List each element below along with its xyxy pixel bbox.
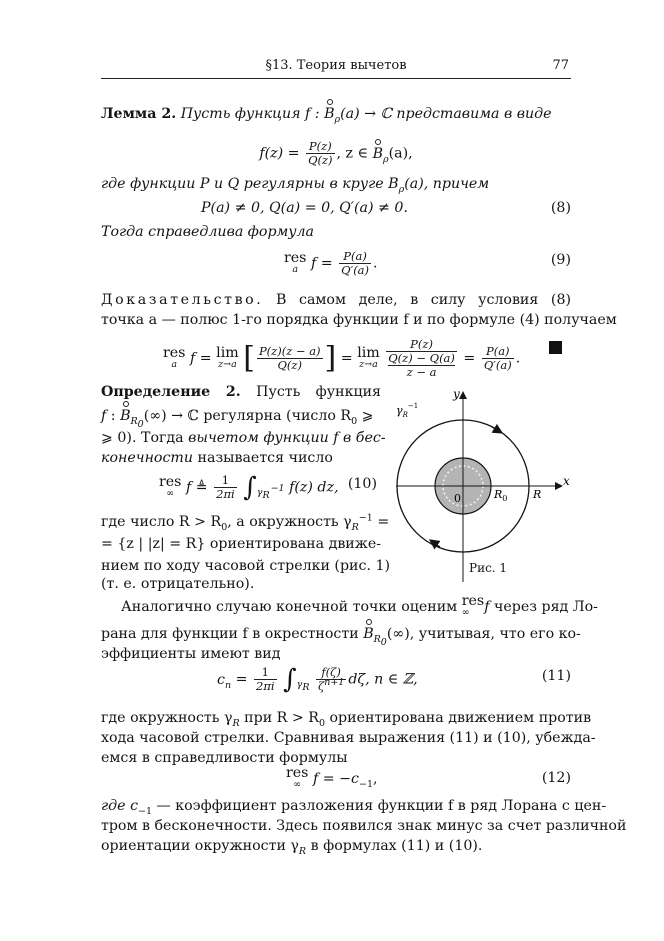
paragraph2-line-8: тром в бесконечности. Здесь появился знак минус за счет различной — [101, 818, 627, 834]
paragraph2-line-1: Аналогично случаю конечной точки оценим res ∞ f через ряд Ло- — [101, 596, 571, 618]
definition-text-5-end: = — [372, 514, 390, 530]
definition-text-2-end: ⩾ — [361, 408, 374, 424]
paragraph2-text-4: где окружность γ — [101, 710, 233, 726]
paragraph2-text-9-tail: в формулах (11) и (10). — [306, 838, 483, 854]
condition-tail: (a), причем — [404, 176, 490, 192]
res-operator: res ∞ — [286, 765, 309, 790]
definition-line-3 — [101, 428, 386, 448]
lim-operator: lim z→a — [216, 344, 239, 370]
res-operator: res a — [163, 344, 186, 370]
definition-line-1 — [101, 382, 381, 402]
definition-text-1: Пусть функция — [256, 384, 381, 400]
proof-label: Доказательство. — [101, 292, 264, 308]
proof-text-1: В самом деле, в силу условия (8) — [276, 292, 572, 308]
running-head — [101, 56, 571, 76]
paragraph2-text-7-tail: — коэффициент разложения функции f в ряд Лорана с цен- — [152, 798, 607, 814]
orientation-arrow-top — [492, 427, 502, 433]
label-r: R — [533, 488, 542, 501]
lemma-then: Тогда справедлива формула — [101, 224, 315, 240]
equation-number-9: (9) — [550, 252, 571, 268]
lemma-intro: Пусть функция f : — [180, 106, 320, 122]
paragraph2-line-7: где $c_{-1}$ — коэффициент разложения функции f в ряд Лорана с цен- — [101, 798, 607, 817]
paragraph2-line-2: рана для функции f в окрестности $B_{R_0}(\infty)$, учитывая, что его ко- — [101, 626, 581, 648]
figure-caption: Рис. 1 — [469, 561, 508, 575]
figure-1 — [392, 386, 572, 586]
formula-lhs: f(z) = — [259, 145, 300, 162]
proof-line-2: точка a — полюс 1-го порядка функции f и по формуле (4) получаем — [101, 312, 617, 328]
paragraph2-text-1-tail: через ряд Ло- — [493, 599, 598, 615]
paragraph2-line-6: емся в справедливости формулы — [101, 750, 348, 766]
paragraph2-text-2-tail: (∞), учитывая, что его ко- — [386, 626, 581, 642]
definition-text-5: где число R > R — [101, 514, 222, 530]
fraction-den: Q(z) — [308, 153, 333, 167]
header-rule — [101, 78, 571, 79]
formula-condition: , z ∈ — [336, 145, 369, 162]
lim-operator: lim z→a — [357, 344, 380, 370]
label-y: y — [453, 387, 460, 401]
paragraph2-text-1: Аналогично случаю конечной точки оценим — [121, 599, 458, 615]
definition-text-2: (∞) → ℂ регулярна (число R — [143, 408, 352, 424]
paragraph2-line-4: где окружность $\gamma_R$ при $R > R_0$ ориентирована движением против — [101, 710, 592, 729]
formula-condition-tail: (a), — [388, 145, 413, 162]
lemma-conditions-text: где функции P и Q регулярны в круге $B_\rho(a)$, причем — [101, 176, 490, 195]
definition-line-4 — [101, 448, 381, 468]
conditions-formula: P(a) ≠ 0, Q(a) = 0, Q′(a) ≠ 0. — [201, 200, 408, 216]
paragraph2-text-9: ориентации окружности γ — [101, 838, 299, 854]
paragraph2-text-7: где c — [101, 798, 139, 814]
qed-mark — [549, 341, 562, 354]
paragraph2-text-2: рана для функции f в окрестности — [101, 626, 359, 642]
label-r0: $R_0$ — [494, 488, 508, 503]
paragraph2-line-5: хода часовой стрелки. Сравнивая выражения (11) и (10), убежда- — [101, 730, 596, 746]
condition-text: где функции P и Q регулярны в круге B — [101, 176, 399, 192]
book-page: §13. Теория вычетов 77 Лемма 2. Пусть функция f : $B_\rho(a)$ → ℂ представима в виде f(z) = $\frac{P(z)}{Q(z)}$ , z ∈ $B_\rho(a)$, где функции P и Q регулярны в круге $B_\rho(a)$, причем P(a) ≠ 0, Q(a) = 0, Q′(a) ≠ 0. (8) Тогда справедлива формула res a f = $\frac{P(a)}{Q'(a)}$ . (9) Доказательство. В самом деле, в силу условия (8) точка a — полюс 1-го порядка функции f и по формуле (4) получаем res a f = lim z→a [ $\frac{P(z)(z - a)}{Q(z)}$ ] = lim z→a P(z) Q(z) − Q(a) z − a = $\frac{P(a)}{Q'(a)}$ . Определение 2. Пусть функция f : $B_{R_0}(\infty)$ → ℂ регулярна (число $R_0$ ⩾ ⩾ 0). Тогда вычетом функции f в бес- конечности называется число res ∞ f ≜ $\frac{1}{2\pi i}$ $\int_{\gamma_R ^{-1}}$ f(z) dz, (10) где число $R > R_0$, а окружность $\gamma_R^{-1}$ = = {z | |z| = R} ориентирована движе- нием по ходу часовой стрелки (рис. 1) (т. е. отрицательно). y x 0 $R_0$ R $\gamma_R^{-1}$ Рис. 1 Аналогично случаю конечной точки оценим res ∞ f через ряд Ло- рана для функции f в окрестности $B_{R_0}(\infty)$, учитывая, что его ко- эффициенты имеют вид $c_n$ = $\frac{1}{2\pi i}$ $\int_{\gamma_R}$ $\frac{f(\zeta)}{\zeta^{n+1}}$ dζ, n ∈ ℤ, (11) где окружность $\gamma_R$ при $R > R_0$ ориентирована движением против хода часовой стрелки. Сравнивая выражения (11) и (10), убежда- емся в справедливости формулы res ∞ $f = -c_{-1}$, (12) где $c_{-1}$ — коэффициент разложения функции f в ряд Лорана с цен- тром в бесконечности. Здесь появился знак минус за счет различной ориентации окружности $\gamma_R$ в формулах (11) и (10). — [101, 58, 627, 857]
fraction-pq-prime — [339, 250, 371, 277]
equation-12-rhs: f = −c — [312, 771, 359, 787]
equation-number-8: (8) — [550, 200, 571, 216]
fraction-num: P(a) — [339, 250, 371, 264]
equation-number-11: (11) — [541, 668, 571, 684]
proof-line-1 — [101, 290, 571, 310]
fraction-num: P(z) — [306, 140, 334, 154]
lemma-statement: Лемма 2. Пусть функция f : $B_\rho(a)$ → ℂ представима в виде — [101, 106, 552, 125]
definition-line-6: = {z | |z| = R} ориентирована движе- — [101, 536, 382, 552]
paragraph2-text-4-tail: при R > R — [239, 710, 319, 726]
definition-text-4: называется число — [197, 450, 333, 466]
equation-12-tail: , — [373, 771, 378, 787]
equation-number-10: (10) — [347, 476, 377, 492]
label-gamma: $\gamma_R^{-1}$ — [396, 402, 419, 419]
lemma-label: Лемма 2. — [101, 106, 177, 122]
definition-line-2: f : $B_{R_0}(\infty)$ → ℂ регулярна (число $R_0$ ⩾ — [101, 408, 374, 430]
page-number: 77 — [552, 58, 569, 73]
res-operator: res ∞ — [159, 473, 182, 499]
section-title: §13. Теория вычетов — [265, 58, 407, 73]
paragraph2-line-9: ориентации окружности $\gamma_R$ в формулах (11) и (10). — [101, 838, 483, 857]
definition-line-8: (т. е. отрицательно). — [101, 576, 255, 592]
equation-11-tail: , n ∈ ℤ, — [365, 671, 418, 688]
fraction-pq — [306, 140, 334, 167]
res-lhs: f = — [310, 255, 333, 272]
fraction-den: Q′(a) — [341, 263, 370, 277]
res-operator: res ∞ — [461, 593, 485, 618]
definition-line-7: нием по ходу часовой стрелки (рис. 1) — [101, 558, 391, 574]
paragraph2-line-3: эффициенты имеют вид — [101, 646, 281, 662]
definition-text-4-italic: конечности — [101, 450, 194, 466]
definition-line-5: где число $R > R_0$, а окружность $\gamma_R^{-1}$ = — [101, 512, 390, 533]
definition-text-3-italic: вычетом функции f в бес- — [188, 430, 386, 446]
label-origin: 0 — [454, 492, 461, 505]
res-operator: res a — [284, 249, 307, 275]
lemma-formula: f(z) = $\frac{P(z)}{Q(z)}$ , z ∈ $B_\rho(a)$, — [259, 139, 413, 167]
paragraph2-text-4-end: ориентирована движением против — [324, 710, 592, 726]
definition-text-3: ⩾ 0). Тогда — [101, 430, 184, 446]
lemma-intro-tail: (a) → ℂ представима в виде — [340, 106, 552, 122]
definition-label: Определение 2. — [101, 384, 241, 400]
definition-text-5-tail: , а окружность γ — [227, 514, 352, 530]
equation-number-12: (12) — [541, 770, 571, 786]
label-x: x — [563, 474, 570, 488]
